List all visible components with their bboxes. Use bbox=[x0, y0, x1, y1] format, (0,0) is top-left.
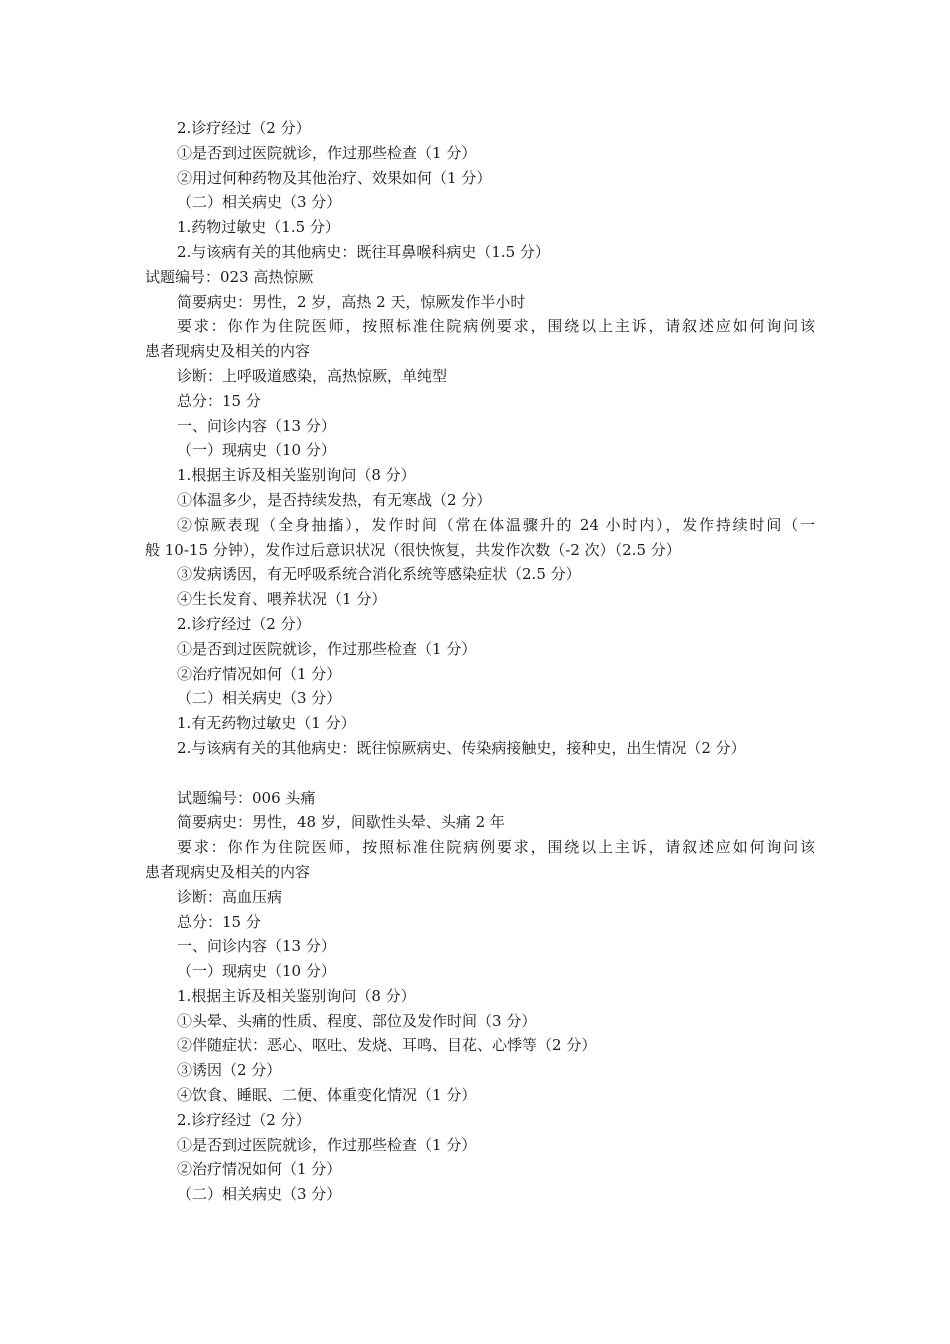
text-line: 简要病史：男性，2 岁，高热 2 天，惊厥发作半小时 bbox=[177, 292, 526, 311]
text-line: 诊断：上呼吸道感染，高热惊厥，单纯型 bbox=[177, 366, 448, 385]
text-line: （二）相关病史（3 分） bbox=[177, 689, 342, 708]
text-line: 2.与该病有关的其他病史：既往惊厥病史、传染病接触史，接种史，出生情况（2 分） bbox=[177, 738, 746, 757]
text-line: ③发病诱因，有无呼吸系统合消化系统等感染症状（2.5 分） bbox=[177, 565, 581, 584]
text-line: ③诱因（2 分） bbox=[177, 1061, 282, 1080]
text-line: ④生长发育、喂养状况（1 分） bbox=[177, 590, 387, 609]
text-line: 总分：15 分 bbox=[177, 912, 261, 931]
text-line: 1.根据主诉及相关鉴别询问（8 分） bbox=[177, 466, 416, 485]
text-line: 患者现病史及相关的内容 bbox=[145, 862, 311, 881]
text-line: ②伴随症状：恶心、呕吐、发烧、耳鸣、目花、心悸等（2 分） bbox=[177, 1036, 597, 1055]
text-line: ①头晕、头痛的性质、程度、部位及发作时间（3 分） bbox=[177, 1011, 537, 1030]
text-line: 2.与该病有关的其他病史：既往耳鼻喉科病史（1.5 分） bbox=[177, 242, 550, 261]
text-line: ②治疗情况如何（1 分） bbox=[177, 1160, 342, 1179]
text-line: 2.诊疗经过（2 分） bbox=[177, 119, 311, 137]
text-line: 一、问诊内容（13 分） bbox=[177, 416, 336, 435]
text-line: ②惊厥表现（全身抽搐），发作时间（常在体温骤升的 24 小时内），发作持续时间（一 bbox=[177, 515, 815, 534]
text-line: ①是否到过医院就诊，作过那些检查（1 分） bbox=[177, 1135, 477, 1154]
text-line: 一、问诊内容（13 分） bbox=[177, 937, 336, 956]
text-line: 1.药物过敏史（1.5 分） bbox=[177, 218, 340, 237]
text-line: 患者现病史及相关的内容 bbox=[145, 342, 311, 361]
text-line: 试题编号：006 头痛 bbox=[177, 788, 316, 807]
text-line: 总分：15 分 bbox=[177, 391, 261, 410]
text-line: （二）相关病史（3 分） bbox=[177, 193, 342, 212]
text-line: ②治疗情况如何（1 分） bbox=[177, 664, 342, 683]
text-line: 要求：你作为住院医师，按照标准住院病例要求，围绕以上主诉，请叙述应如何询问该 bbox=[177, 838, 815, 857]
text-line: 2.诊疗经过（2 分） bbox=[177, 614, 311, 633]
text-line: （一）现病史（10 分） bbox=[177, 441, 336, 460]
text-line: ④饮食、睡眠、二便、体重变化情况（1 分） bbox=[177, 1086, 477, 1105]
blank-line bbox=[145, 761, 815, 786]
text-line: 要求：你作为住院医师，按照标准住院病例要求，围绕以上主诉，请叙述应如何询问该 bbox=[177, 317, 815, 336]
text-line: 1.有无药物过敏史（1 分） bbox=[177, 714, 356, 733]
text-line: （二）相关病史（3 分） bbox=[177, 1185, 342, 1204]
text-line: 2.诊疗经过（2 分） bbox=[177, 1110, 311, 1129]
text-line: ①是否到过医院就诊，作过那些检查（1 分） bbox=[177, 639, 477, 658]
text-line: 试题编号：023 高热惊厥 bbox=[145, 267, 314, 286]
text-line: （一）现病史（10 分） bbox=[177, 962, 336, 981]
text-line: ①是否到过医院就诊，作过那些检查（1 分） bbox=[177, 143, 477, 162]
document-body bbox=[145, 116, 815, 1207]
text-line: 般 10-15 分钟），发作过后意识状况（很快恢复，共发作次数（-2 次）（2.5 分） bbox=[145, 540, 681, 559]
text-line: ②用过何种药物及其他治疗、效果如何（1 分） bbox=[177, 168, 492, 187]
text-line: ①体温多少，是否持续发热，有无寒战（2 分） bbox=[177, 490, 492, 509]
text-line: 1.根据主诉及相关鉴别询问（8 分） bbox=[177, 986, 416, 1005]
text-line: 简要病史：男性，48 岁，间歇性头晕、头痛 2 年 bbox=[177, 813, 505, 832]
text-line: 诊断：高血压病 bbox=[177, 887, 283, 906]
